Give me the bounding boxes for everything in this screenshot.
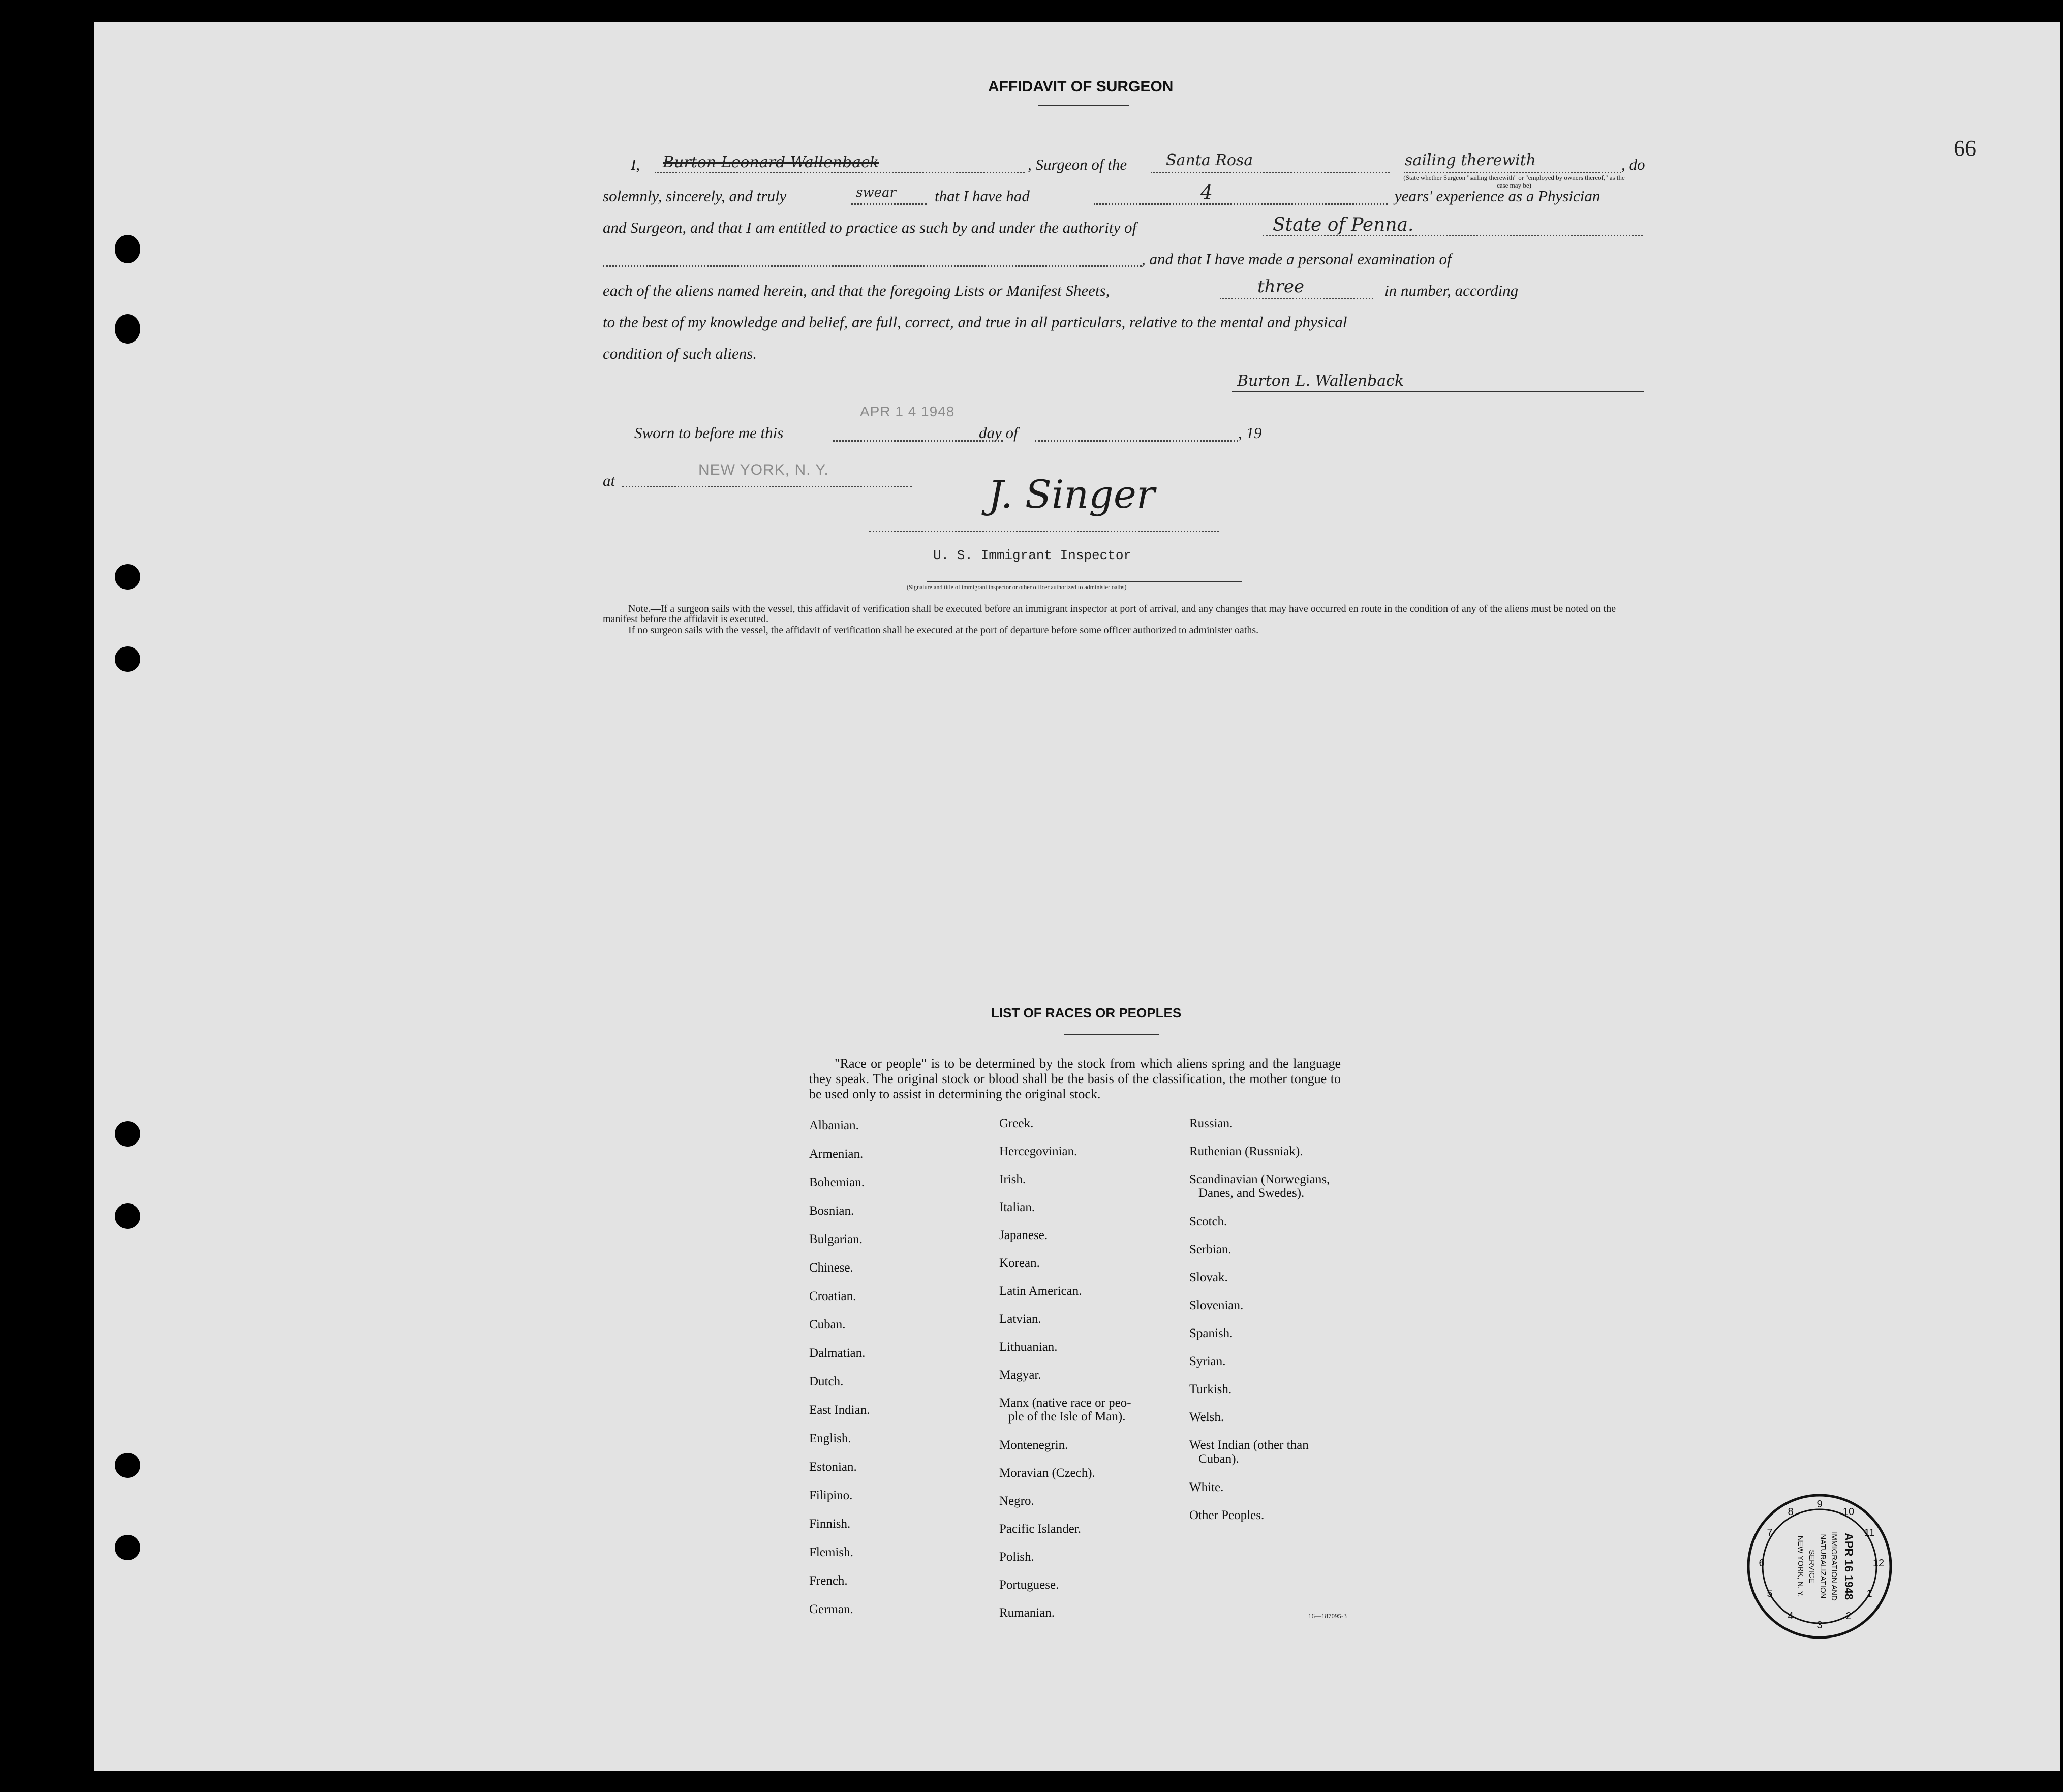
race-item: Slovenian. [1189,1299,1244,1312]
form-number: 16—187095-3 [1308,1612,1347,1620]
round-stamp-date: APR 16 1948 [1842,1532,1855,1600]
title-underline [1038,105,1129,106]
race-item: Hercegovinian. [999,1145,1077,1158]
race-item: English. [809,1432,851,1445]
race-item: Bohemian. [809,1176,865,1189]
race-item: Italian. [999,1200,1035,1214]
race-item: Latin American. [999,1284,1082,1298]
race-item: Rumanian. [999,1606,1055,1620]
affidavit-line2-mid: that I have had [935,187,1030,205]
affidavit-line6: to the best of my knowledge and belief, are full, correct, and true in all particulars, relative to the mental and physical [603,313,1347,331]
race-item: Syrian. [1189,1354,1226,1368]
affidavit-line5-prefix: each of the aliens named herein, and that the foregoing Lists or Manifest Sheets, [603,282,1110,299]
round-stamp-line5: NEW YORK, N. Y. [1796,1535,1805,1597]
affidavit-line3-prefix: and Surgeon, and that I am entitled to practice as such by and under the authority of [603,219,1137,236]
svg-text:1: 1 [1866,1588,1872,1599]
race-item: Latvian. [999,1312,1041,1326]
race-item: Albanian. [809,1119,859,1132]
races-col3 [1189,1117,1393,1537]
race-item: Bulgarian. [809,1232,863,1246]
race-item: Japanese. [999,1228,1048,1242]
surgeon-signature-line [1232,391,1644,392]
race-item: German. [809,1602,853,1616]
document-page [94,22,2060,1771]
sworn-day-field [833,440,1003,442]
svg-text:8: 8 [1788,1506,1794,1518]
punch-hole [115,564,140,590]
race-item: White. [1189,1480,1224,1494]
round-stamp-seal [1743,1490,1896,1643]
race-item: Filipino. [809,1489,853,1502]
oath-word: swear [856,185,896,200]
race-item: Other Peoples. [1189,1508,1265,1522]
note-2: If no surgeon sails with the vessel, the affidavit of verification shall be executed at the port of departure before some officer authorized to administer oaths. [628,625,1259,636]
date-stamp: APR 1 4 1948 [860,404,955,419]
inspector-signature: J. Singer [988,472,1155,517]
svg-text:2: 2 [1845,1611,1852,1622]
svg-text:4: 4 [1788,1611,1794,1622]
sheet-count-field [1220,298,1373,299]
punch-hole [115,1453,140,1478]
signature-caption: (Signature and title of immigrant inspector or other officer authorized to administer oaths) [907,583,1127,591]
surgeon-name: Burton Leonard Wallenback [663,153,879,171]
race-item: Turkish. [1189,1382,1232,1396]
race-item: Serbian. [1189,1243,1231,1256]
years-value: 4 [1200,181,1213,203]
sailing-instruction: (State whether Surgeon "sailing therewith" or "employed by owners thereof," as the case may be) [1403,174,1625,189]
race-item: Croatian. [809,1289,856,1303]
race-item: Welsh. [1189,1410,1224,1424]
punch-hole [115,646,140,672]
punch-hole [115,235,140,263]
race-item: Magyar. [999,1368,1041,1382]
races-title-underline [1064,1034,1159,1035]
race-item: West Indian (other than [1189,1438,1309,1452]
race-item: Danes, and Swedes). [1198,1186,1305,1200]
race-item: Cuban. [809,1318,846,1332]
race-item: East Indian. [809,1403,870,1417]
race-item: Lithuanian. [999,1340,1058,1354]
punch-hole [115,314,140,344]
race-item: Scotch. [1189,1215,1227,1228]
race-item: Pacific Islander. [999,1522,1082,1536]
round-stamp [1743,1490,1896,1643]
punch-hole [115,1203,140,1229]
affidavit-line1-mid: , Surgeon of the [1028,156,1127,173]
race-item: Flemish. [809,1546,853,1559]
race-item: Irish. [999,1172,1026,1186]
svg-text:10: 10 [1842,1506,1855,1518]
sworn-prefix: Sworn to before me this [634,424,784,442]
race-item: Russian. [1189,1117,1233,1130]
svg-text:6: 6 [1759,1558,1765,1569]
race-item: Ruthenian (Russniak). [1189,1145,1303,1158]
authority-field-cont [603,265,1142,267]
races-intro: "Race or people" is to be determined by the stock from which aliens spring and the language they speak. The original stock or blood shall be the basis of the classification, the mother tongue to be used only to assist in determining the original stock. [809,1056,1341,1101]
race-item: Scandinavian (Norwegians, [1189,1172,1330,1186]
race-item: Slovak. [1189,1271,1228,1284]
ship-name-field [1151,172,1390,173]
affidavit-line2-suffix: years' experience as a Physician [1395,187,1600,205]
race-item: Montenegrin. [999,1438,1068,1452]
race-item: Finnish. [809,1517,851,1531]
affidavit-line1-prefix: I, [631,156,640,173]
race-item: French. [809,1574,848,1588]
inspector-title: U. S. Immigrant Inspector [933,548,1132,563]
svg-text:3: 3 [1816,1620,1823,1631]
sheet-count: three [1257,276,1305,297]
inspector-signature-line [869,531,1219,532]
affidavit-line2-prefix: solemnly, sincerely, and truly [603,187,787,205]
race-item: Polish. [999,1550,1034,1564]
race-item: Spanish. [1189,1326,1233,1340]
place-field [622,486,912,487]
ship-name: Santa Rosa [1166,151,1253,169]
place-stamp: NEW YORK, N. Y. [698,461,829,478]
round-stamp-line2: IMMIGRATION AND [1830,1532,1838,1601]
race-item: Negro. [999,1494,1034,1508]
races-col1 [809,1119,992,1631]
race-item: Korean. [999,1256,1040,1270]
note-1: Note.—If a surgeon sails with the vessel, this affidavit of verification shall be executed before an immigrant inspector at port of arrival, and any changes that may have occurred en route in the condition of any of the aliens must be noted on the manifest before the affidavit is executed. [603,603,1616,625]
sailing-status: sailing therewith [1405,151,1536,169]
race-item: Dutch. [809,1375,844,1388]
surgeon-name-field [655,172,1025,173]
round-stamp-line4: SERVICE [1807,1550,1816,1583]
page-number: 66 [1954,136,1976,161]
race-item: Portuguese. [999,1578,1059,1592]
affidavit-line5-suffix: in number, according [1384,282,1519,299]
round-stamp-line3: NATURALIZATION [1819,1534,1827,1599]
punch-hole [115,1121,140,1147]
race-item: Greek. [999,1117,1034,1130]
races-title: LIST OF RACES OR PEOPLES [991,1005,1182,1021]
authority-value: State of Penna. [1273,214,1414,235]
affidavit-line1-suffix: , do [1621,156,1645,173]
race-item: ple of the Isle of Man). [1008,1410,1126,1424]
sworn-day-of: day of [979,424,1018,442]
punch-hole [115,1535,140,1560]
sworn-year-prefix: , 19 [1238,424,1262,442]
race-item: Bosnian. [809,1204,854,1218]
race-item: Moravian (Czech). [999,1466,1095,1480]
svg-text:12: 12 [1872,1558,1885,1569]
svg-text:7: 7 [1767,1527,1773,1538]
races-col2 [999,1117,1192,1634]
race-item: Chinese. [809,1261,853,1275]
at-label: at [603,472,615,489]
race-item: Estonian. [809,1460,857,1474]
affidavit-line4-suffix: , and that I have made a personal examination of [1142,250,1452,268]
svg-text:9: 9 [1816,1499,1823,1510]
sworn-month-field [1035,440,1238,442]
affidavit-title: AFFIDAVIT OF SURGEON [988,78,1174,95]
affidavit-line7: condition of such aliens. [603,345,757,362]
svg-text:11: 11 [1864,1527,1875,1538]
inspector-title-line [927,581,1242,582]
race-item: Dalmatian. [809,1346,866,1360]
race-item: Armenian. [809,1147,864,1161]
race-item: Cuban). [1198,1452,1239,1466]
years-field [1094,203,1388,205]
surgeon-signature: Burton L. Wallenback [1237,372,1404,390]
race-item: Manx (native race or peo- [999,1396,1131,1410]
oath-field [851,203,927,205]
sailing-field [1404,172,1621,173]
svg-text:5: 5 [1767,1588,1773,1599]
